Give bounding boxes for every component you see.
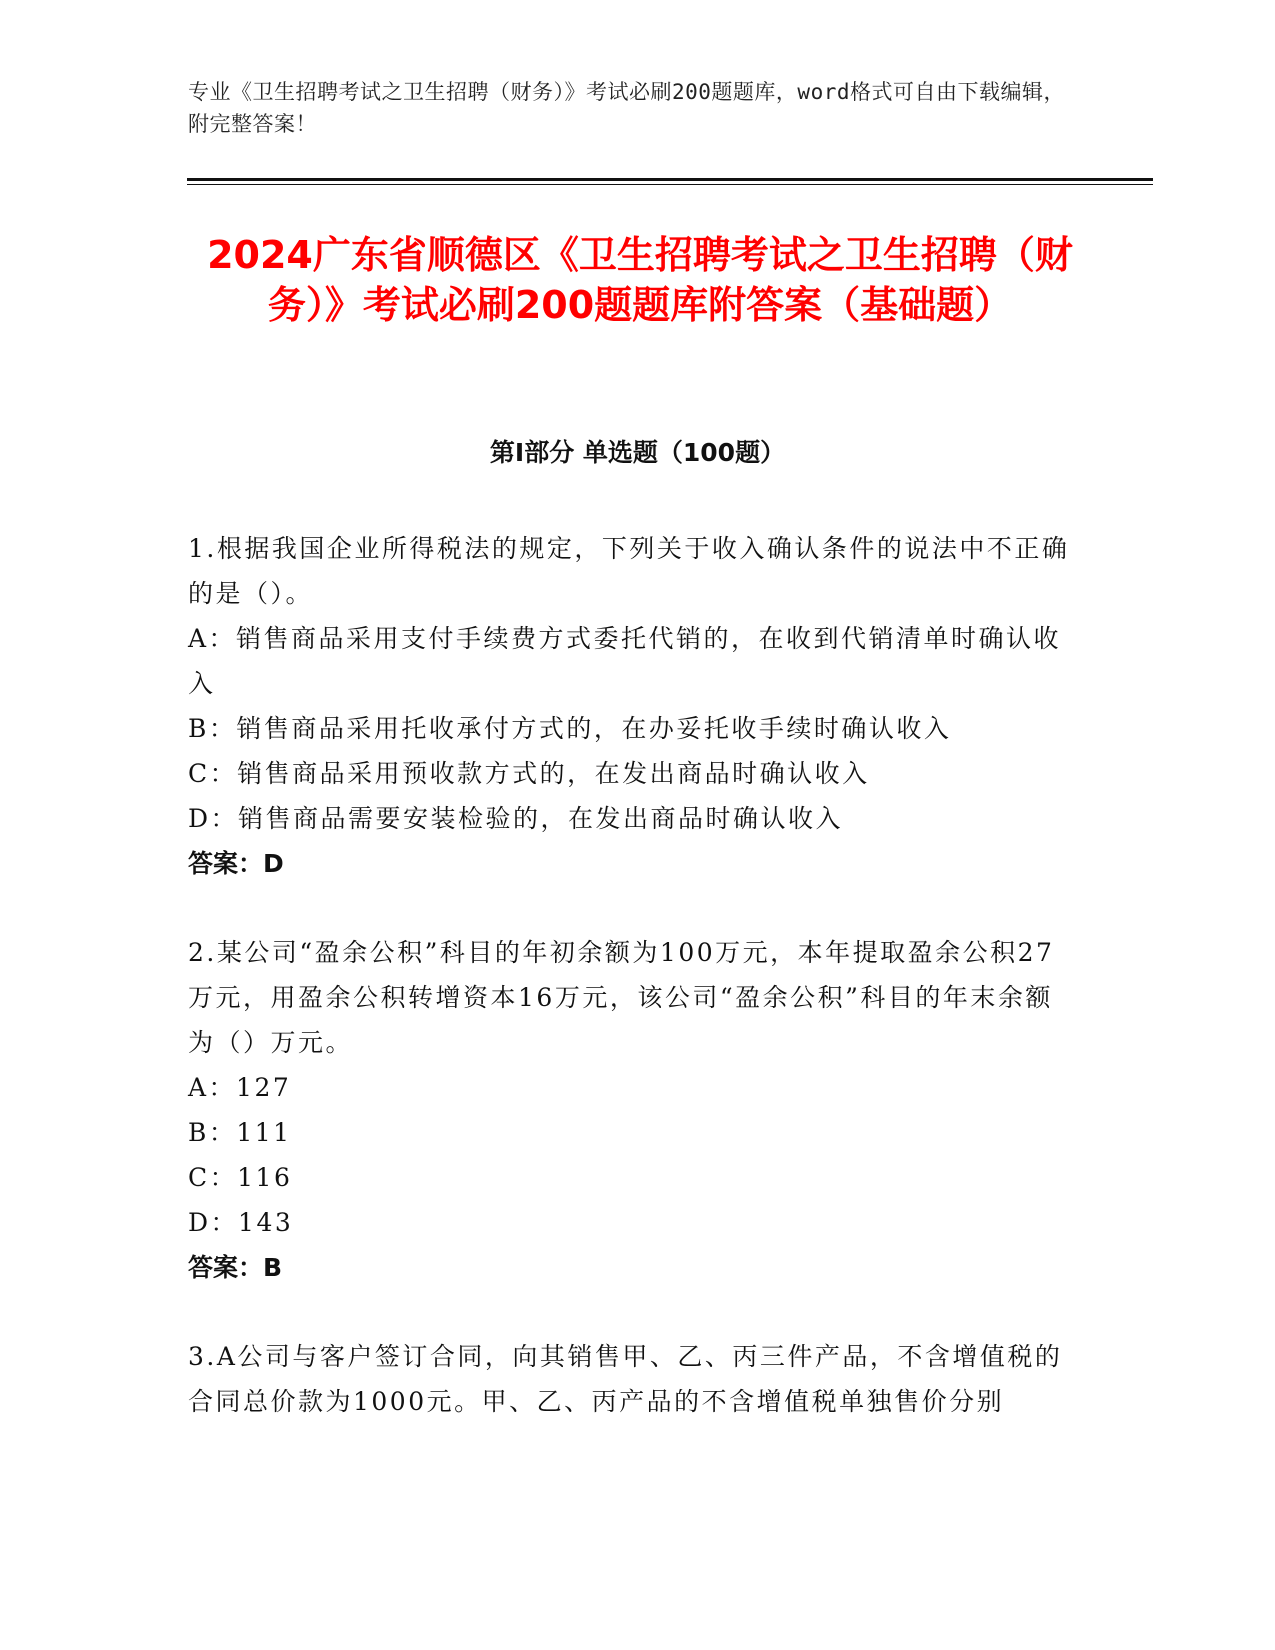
option-a: A：127 [188, 1073, 292, 1102]
header-rule-thin [187, 184, 1153, 185]
option-b: B：111 [188, 1118, 292, 1147]
question-2 [188, 930, 1078, 1290]
section-title: 第I部分 单选题（100题） [489, 438, 786, 467]
option-a: A：销售商品采用支付手续费方式委托代销的，在收到代销清单时确认收入 [188, 624, 1062, 698]
option-b: B：销售商品采用托收承付方式的，在办妥托收手续时确认收入 [188, 714, 952, 743]
question-1 [188, 526, 1078, 886]
header-note: 专业《卫生招聘考试之卫生招聘（财务）》考试必刷200题题库，word格式可自由下载编辑，附完整答案！ [188, 80, 1065, 136]
question-stem: 3.A公司与客户签订合同，向其销售甲、乙、丙三件产品，不含增值税的合同总价款为1000元。甲、乙、丙产品的不含增值税单独售价分别 [188, 1342, 1063, 1416]
question-stem: 2.某公司“盈余公积”科目的年初余额为100万元，本年提取盈余公积27万元，用盈余公积转增资本16万元，该公司“盈余公积”科目的年末余额为（）万元。 [188, 938, 1055, 1057]
option-c: C：销售商品采用预收款方式的，在发出商品时确认收入 [188, 759, 870, 788]
header-rule-thick [187, 178, 1153, 181]
option-d: D：143 [188, 1208, 294, 1237]
option-c: C：116 [188, 1163, 293, 1192]
question-3 [188, 1334, 1078, 1424]
document-title: 2024广东省顺德区《卫生招聘考试之卫生招聘（财务）》考试必刷200题题库附答案（基础题） [207, 233, 1073, 327]
question-stem: 1.根据我国企业所得税法的规定，下列关于收入确认条件的说法中不正确的是（）。 [188, 534, 1070, 608]
option-d: D：销售商品需要安装检验的，在发出商品时确认收入 [188, 804, 844, 833]
answer-line: 答案：D [188, 849, 284, 878]
question-list [188, 526, 1078, 1468]
answer-line: 答案：B [188, 1253, 283, 1282]
